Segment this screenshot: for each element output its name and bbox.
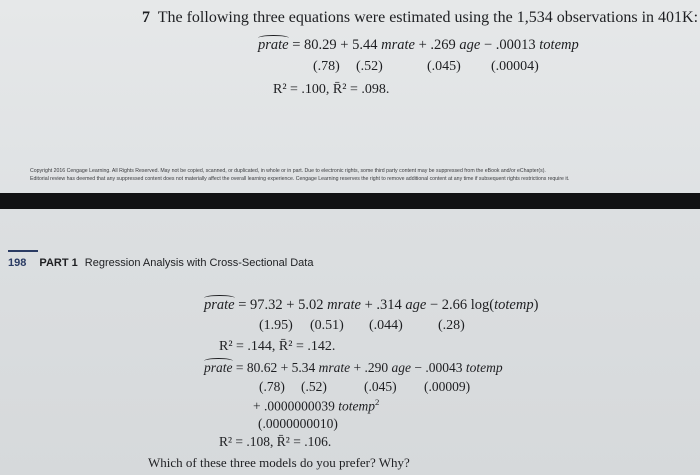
eq1-term: + .269	[414, 37, 460, 53]
eq1-se-3: (.045)	[427, 59, 461, 74]
copyright-notice	[30, 167, 680, 183]
eq3-se-3: (.045)	[364, 379, 397, 394]
page-number: 198	[8, 257, 27, 269]
eq2-se-1: (1.95)	[259, 318, 293, 333]
eq2-se-2: (0.51)	[310, 318, 344, 333]
eq2-term: )	[533, 297, 539, 313]
eq1-se-4: (.00004)	[491, 59, 539, 74]
eq2-se-3: (.044)	[369, 318, 403, 333]
eq1-se-1: (.78)	[313, 59, 340, 74]
eq3-var-mrate: mrate	[318, 360, 351, 375]
eq3-lhs: prate	[204, 360, 233, 375]
equation-1: prate = 80.29 + 5.44 mrate + .269 age − .00013 totemp	[258, 37, 579, 53]
copyright-line-1: Copyright 2016 Cengage Learning. All Rights Reserved. May not be copied, scanned, or duplicated, in whole or in part. Due to electronic rights, some third party content may be suppressed from the eBook and/or eChapter(s).	[30, 168, 546, 174]
eq3-var-totemp: totemp	[465, 360, 503, 375]
eq3-term: − .00043	[411, 360, 466, 375]
eq3-term: + .290	[350, 360, 392, 375]
eq2-var-age: age	[405, 297, 427, 313]
eq3-se-1: (.78)	[259, 379, 285, 394]
eq2-var-totemp: totemp	[494, 297, 534, 313]
eq2-term: 97.32 + 5.02	[250, 297, 328, 313]
eq1-se-2: (.52)	[356, 59, 383, 74]
eq1-var-age: age	[459, 37, 481, 53]
copyright-line-2: Editorial review has deemed that any suppressed content does not materially affect the overall learning experience. Cengage Learning reserves the right to remove additional content at any time if subsequent rights restrictions require it.	[30, 176, 570, 182]
eq2-se-4: (.28)	[438, 318, 465, 333]
eq1-var-mrate: mrate	[381, 37, 415, 53]
eq1-term: − .00013	[480, 37, 540, 53]
eq3-term: 80.62 + 5.34	[246, 360, 319, 375]
page-gap	[0, 193, 700, 209]
eq1-term: 80.29 + 5.44	[304, 37, 382, 53]
lower-page	[0, 209, 700, 475]
eq2-term: + .314	[360, 297, 406, 313]
equation-3: prate = 80.62 + 5.34 mrate + .290 age − .00043 totemp	[204, 360, 503, 375]
eq3-var-age: age	[391, 360, 411, 375]
eq3-quad-coef: + .0000000039	[253, 398, 339, 414]
eq3-exponent: 2	[375, 397, 380, 407]
eq1-r2: R² = .100, R̄² = .098.	[273, 82, 390, 97]
equation-2: prate = 97.32 + 5.02 mrate + .314 age − 2.66 log(totemp)	[204, 297, 539, 313]
eq1-lhs: prate	[258, 37, 289, 53]
question-text: The following three equations were estimated using the 1,534 observations in 401K:	[157, 9, 699, 26]
part-label: PART 1	[39, 257, 78, 269]
header-rule	[8, 250, 38, 252]
eq2-r2: R² = .144, R̄² = .142.	[219, 339, 336, 354]
running-head	[8, 257, 313, 269]
eq3-se-4: (.00009)	[424, 379, 471, 394]
eq1-var-totemp: totemp	[539, 37, 579, 53]
closing-question: Which of these three models do you prefer? Why?	[148, 455, 410, 470]
eq3-quad-se: (.0000000010)	[258, 416, 338, 431]
eq3-r2: R² = .108, R̄² = .106.	[219, 434, 332, 449]
eq2-var-mrate: mrate	[327, 297, 361, 313]
eq3-var-totemp-sq: totemp	[338, 398, 375, 414]
question-number: 7	[142, 9, 150, 26]
eq2-lhs: prate	[204, 297, 235, 313]
part-title: Regression Analysis with Cross-Sectional Data	[84, 257, 314, 269]
eq3-se-2: (.52)	[301, 379, 327, 394]
question-title	[142, 9, 698, 27]
eq3-line-2	[253, 397, 379, 415]
eq2-term: − 2.66 log(	[426, 297, 495, 313]
